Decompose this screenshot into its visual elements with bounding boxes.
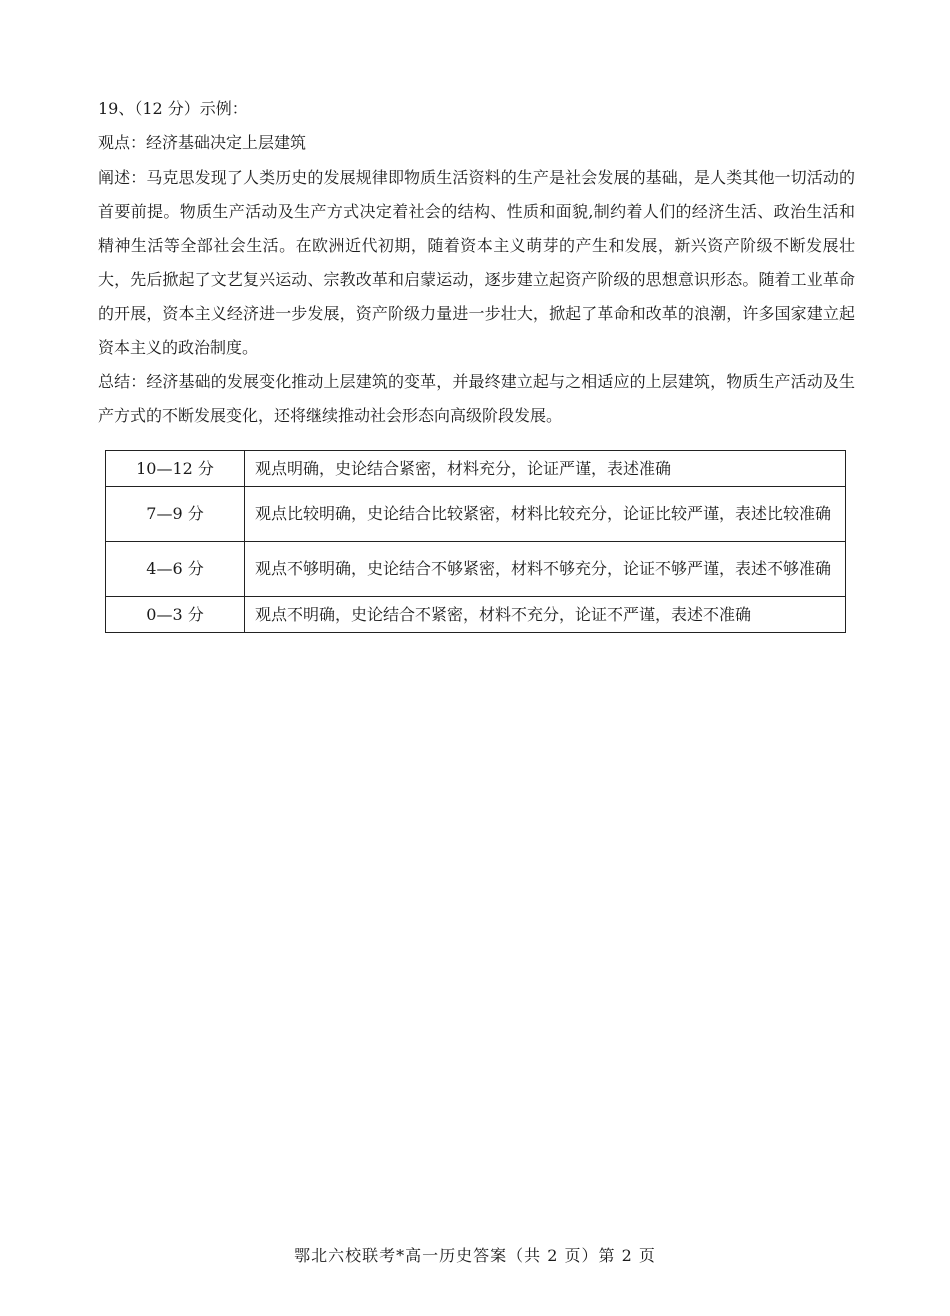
answer-content bbox=[98, 96, 855, 433]
question-heading: 19、（12 分）示例： bbox=[98, 99, 248, 118]
scoring-rubric-table bbox=[105, 450, 846, 633]
elaboration-paragraph: 阐述：马克思发现了人类历史的发展规律即物质生活资料的生产是社会发展的基础，是人类其他一切活动的首要前提。物质生产活动及生产方式决定着社会的结构、性质和面貌,制约着人们的经济生活、政治生活和精神生活等全部社会生活。在欧洲近代初期，随着资本主义萌芽的产生和发展，新兴资产阶级不断发展壮大，先后掀起了文艺复兴运动、宗教改革和启蒙运动，逐步建立起资产阶级的思想意识形态。随着工业革命的开展，资本主义经济进一步发展，资产阶级力量进一步壮大，掀起了革命和改革的浪潮，许多国家建立起资本主义的政治制度。 bbox=[98, 168, 855, 357]
page-footer: 鄂北六校联考*高一历史答案（共 2 页）第 2 页 bbox=[294, 1246, 656, 1265]
viewpoint-text: 观点：经济基础决定上层建筑 bbox=[98, 133, 307, 152]
summary-paragraph: 总结：经济基础的发展变化推动上层建筑的变革，并最终建立起与之相适应的上层建筑，物质生产活动及生产方式的不断发展变化，还将继续推动社会形态向高级阶段发展。 bbox=[98, 372, 855, 425]
score-range-cell: 10—12 分 bbox=[106, 451, 245, 487]
table-row bbox=[106, 597, 846, 633]
score-range-cell: 0—3 分 bbox=[106, 597, 245, 633]
table-row bbox=[106, 542, 846, 597]
criteria-cell: 观点明确，史论结合紧密，材料充分，论证严谨，表述准确 bbox=[245, 451, 846, 487]
score-range-cell: 7—9 分 bbox=[106, 487, 245, 542]
score-range-cell: 4—6 分 bbox=[106, 542, 245, 597]
criteria-cell: 观点不明确，史论结合不紧密，材料不充分，论证不严谨，表述不准确 bbox=[245, 597, 846, 633]
table-row bbox=[106, 451, 846, 487]
table-row bbox=[106, 487, 846, 542]
criteria-cell: 观点比较明确，史论结合比较紧密，材料比较充分，论证比较严谨，表述比较准确 bbox=[245, 487, 846, 542]
criteria-cell: 观点不够明确，史论结合不够紧密，材料不够充分，论证不够严谨，表述不够准确 bbox=[245, 542, 846, 597]
